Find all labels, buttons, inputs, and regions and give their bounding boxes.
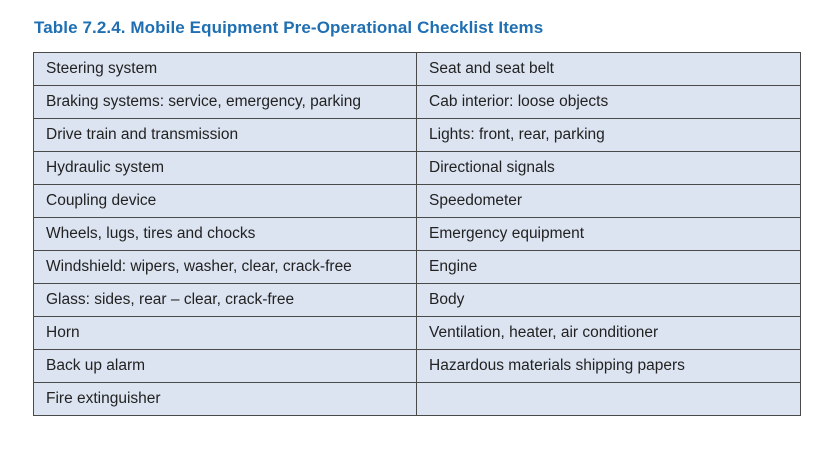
checklist-table (33, 52, 801, 416)
table-cell: Glass: sides, rear – clear, crack-free (34, 284, 417, 317)
table-cell: Lights: front, rear, parking (417, 119, 801, 152)
table-row (34, 152, 801, 185)
table-cell: Ventilation, heater, air conditioner (417, 317, 801, 350)
table-cell: Fire extinguisher (34, 383, 417, 416)
table-row (34, 284, 801, 317)
table-cell: Engine (417, 251, 801, 284)
table-cell: Hazardous materials shipping papers (417, 350, 801, 383)
table-cell: Wheels, lugs, tires and chocks (34, 218, 417, 251)
table-cell: Back up alarm (34, 350, 417, 383)
table-cell: Speedometer (417, 185, 801, 218)
table-cell: Coupling device (34, 185, 417, 218)
table-cell: Steering system (34, 53, 417, 86)
table-cell: Emergency equipment (417, 218, 801, 251)
table-cell: Hydraulic system (34, 152, 417, 185)
table-row (34, 350, 801, 383)
table-row (34, 383, 801, 416)
table-row (34, 218, 801, 251)
table-cell-empty (417, 383, 801, 416)
table-row (34, 53, 801, 86)
table-cell: Horn (34, 317, 417, 350)
table-cell: Body (417, 284, 801, 317)
table-cell: Directional signals (417, 152, 801, 185)
table-row (34, 86, 801, 119)
table-title: Table 7.2.4. Mobile Equipment Pre-Operational Checklist Items (34, 18, 544, 37)
table-cell: Drive train and transmission (34, 119, 417, 152)
table-cell: Cab interior: loose objects (417, 86, 801, 119)
table-row (34, 317, 801, 350)
table-row (34, 251, 801, 284)
table-cell: Braking systems: service, emergency, parking (34, 86, 417, 119)
table-cell: Windshield: wipers, washer, clear, crack-free (34, 251, 417, 284)
table-row (34, 185, 801, 218)
table-cell: Seat and seat belt (417, 53, 801, 86)
table-row (34, 119, 801, 152)
